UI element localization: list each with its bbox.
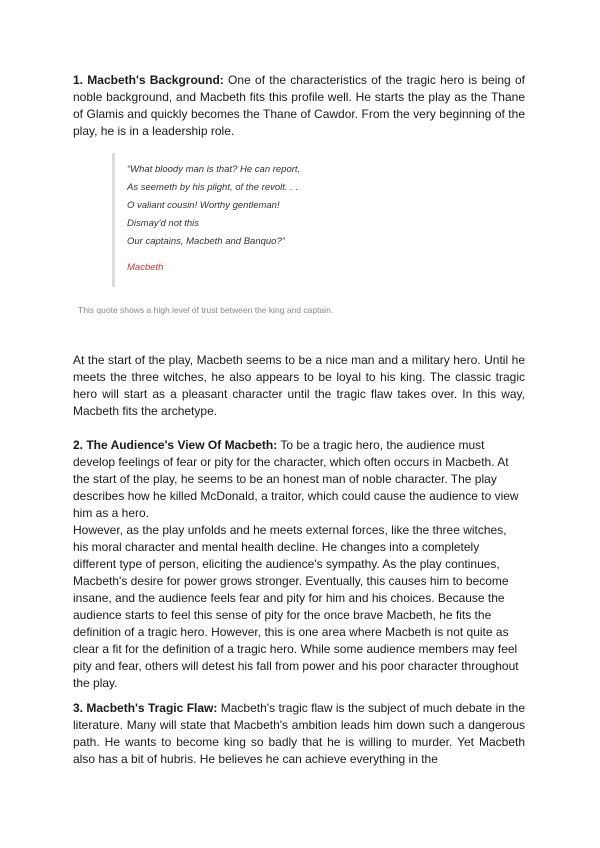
section-flaw bbox=[73, 700, 525, 768]
quote-line: Our captains, Macbeth and Banquo?” bbox=[127, 236, 285, 247]
section-flaw-heading: 3. Macbeth's Tragic Flaw: bbox=[73, 701, 218, 715]
quote-caption: This quote shows a high level of trust between the king and captain. bbox=[78, 305, 334, 315]
quote-line: O valiant cousin! Worthy gentleman! bbox=[127, 200, 280, 211]
quote-line: As seemeth by his plight, of the revolt. . . bbox=[127, 182, 299, 193]
quote-line: “What bloody man is that? He can report, bbox=[127, 164, 301, 175]
section-flaw-body: Macbeth's tragic flaw is the subject of much debate in the literature. Many will state that Macbeth's ambition leads him down such a dangerous path. He wants to become king so badly that he is willing to murder. Yet Macbeth also has a bit of hubris. He believes he can achieve everything in the bbox=[73, 701, 525, 766]
quote-lines bbox=[127, 161, 402, 251]
section-audience-body-continued: However, as the play unfolds and he meets external forces, like the three witches, his moral character and mental health decline. He changes into a completely different type of person, eliciting the audience's sympathy. As the play continues, Macbeth's desire for power grows stronger. Eventually, this causes him to become insane, and the audience feels fear and pity for him and his choices. Because the audience starts to feel this sense of pity for the once brave Macbeth, he fits the definition of a tragic hero. However, this is one area where Macbeth is not quite as clear a fit for the definition of a tragic hero. While some audience members may feel pity and fear, others will detest his fall from power and his poor character throughout the play. bbox=[73, 523, 519, 690]
blockquote bbox=[112, 153, 402, 287]
section-background bbox=[73, 72, 525, 140]
section-background-body: One of the characteristics of the tragic hero is being of noble background, and Macbeth fits this profile well. He starts the play as the Thane of Glamis and quickly becomes the Thane of Cawdor. From the very beginning of the play, he is in a leadership role. bbox=[73, 73, 525, 138]
section-audience bbox=[73, 437, 525, 692]
section-background-heading: 1. Macbeth's Background: bbox=[73, 73, 224, 87]
section-nice-man: At the start of the play, Macbeth seems to be a nice man and a military hero. Until he meets the three witches, he also appears to be loyal to his king. The classic tragic hero will start as a pleasant character until the tragic flaw takes over. In this way, Macbeth fits the archetype. bbox=[73, 353, 525, 418]
quote-line: Dismay'd not this bbox=[127, 218, 200, 229]
quote-attribution: Macbeth bbox=[127, 262, 164, 273]
section-audience-heading: 2. The Audience's View Of Macbeth: bbox=[73, 438, 278, 452]
section-audience-body: To be a tragic hero, the audience must develop feelings of fear or pity for the character, which often occurs in Macbeth. At the start of the play, he seems to be an honest man of noble character. The play describes how he killed McDonald, a traitor, which could cause the audience to view him as a hero. bbox=[73, 438, 519, 520]
